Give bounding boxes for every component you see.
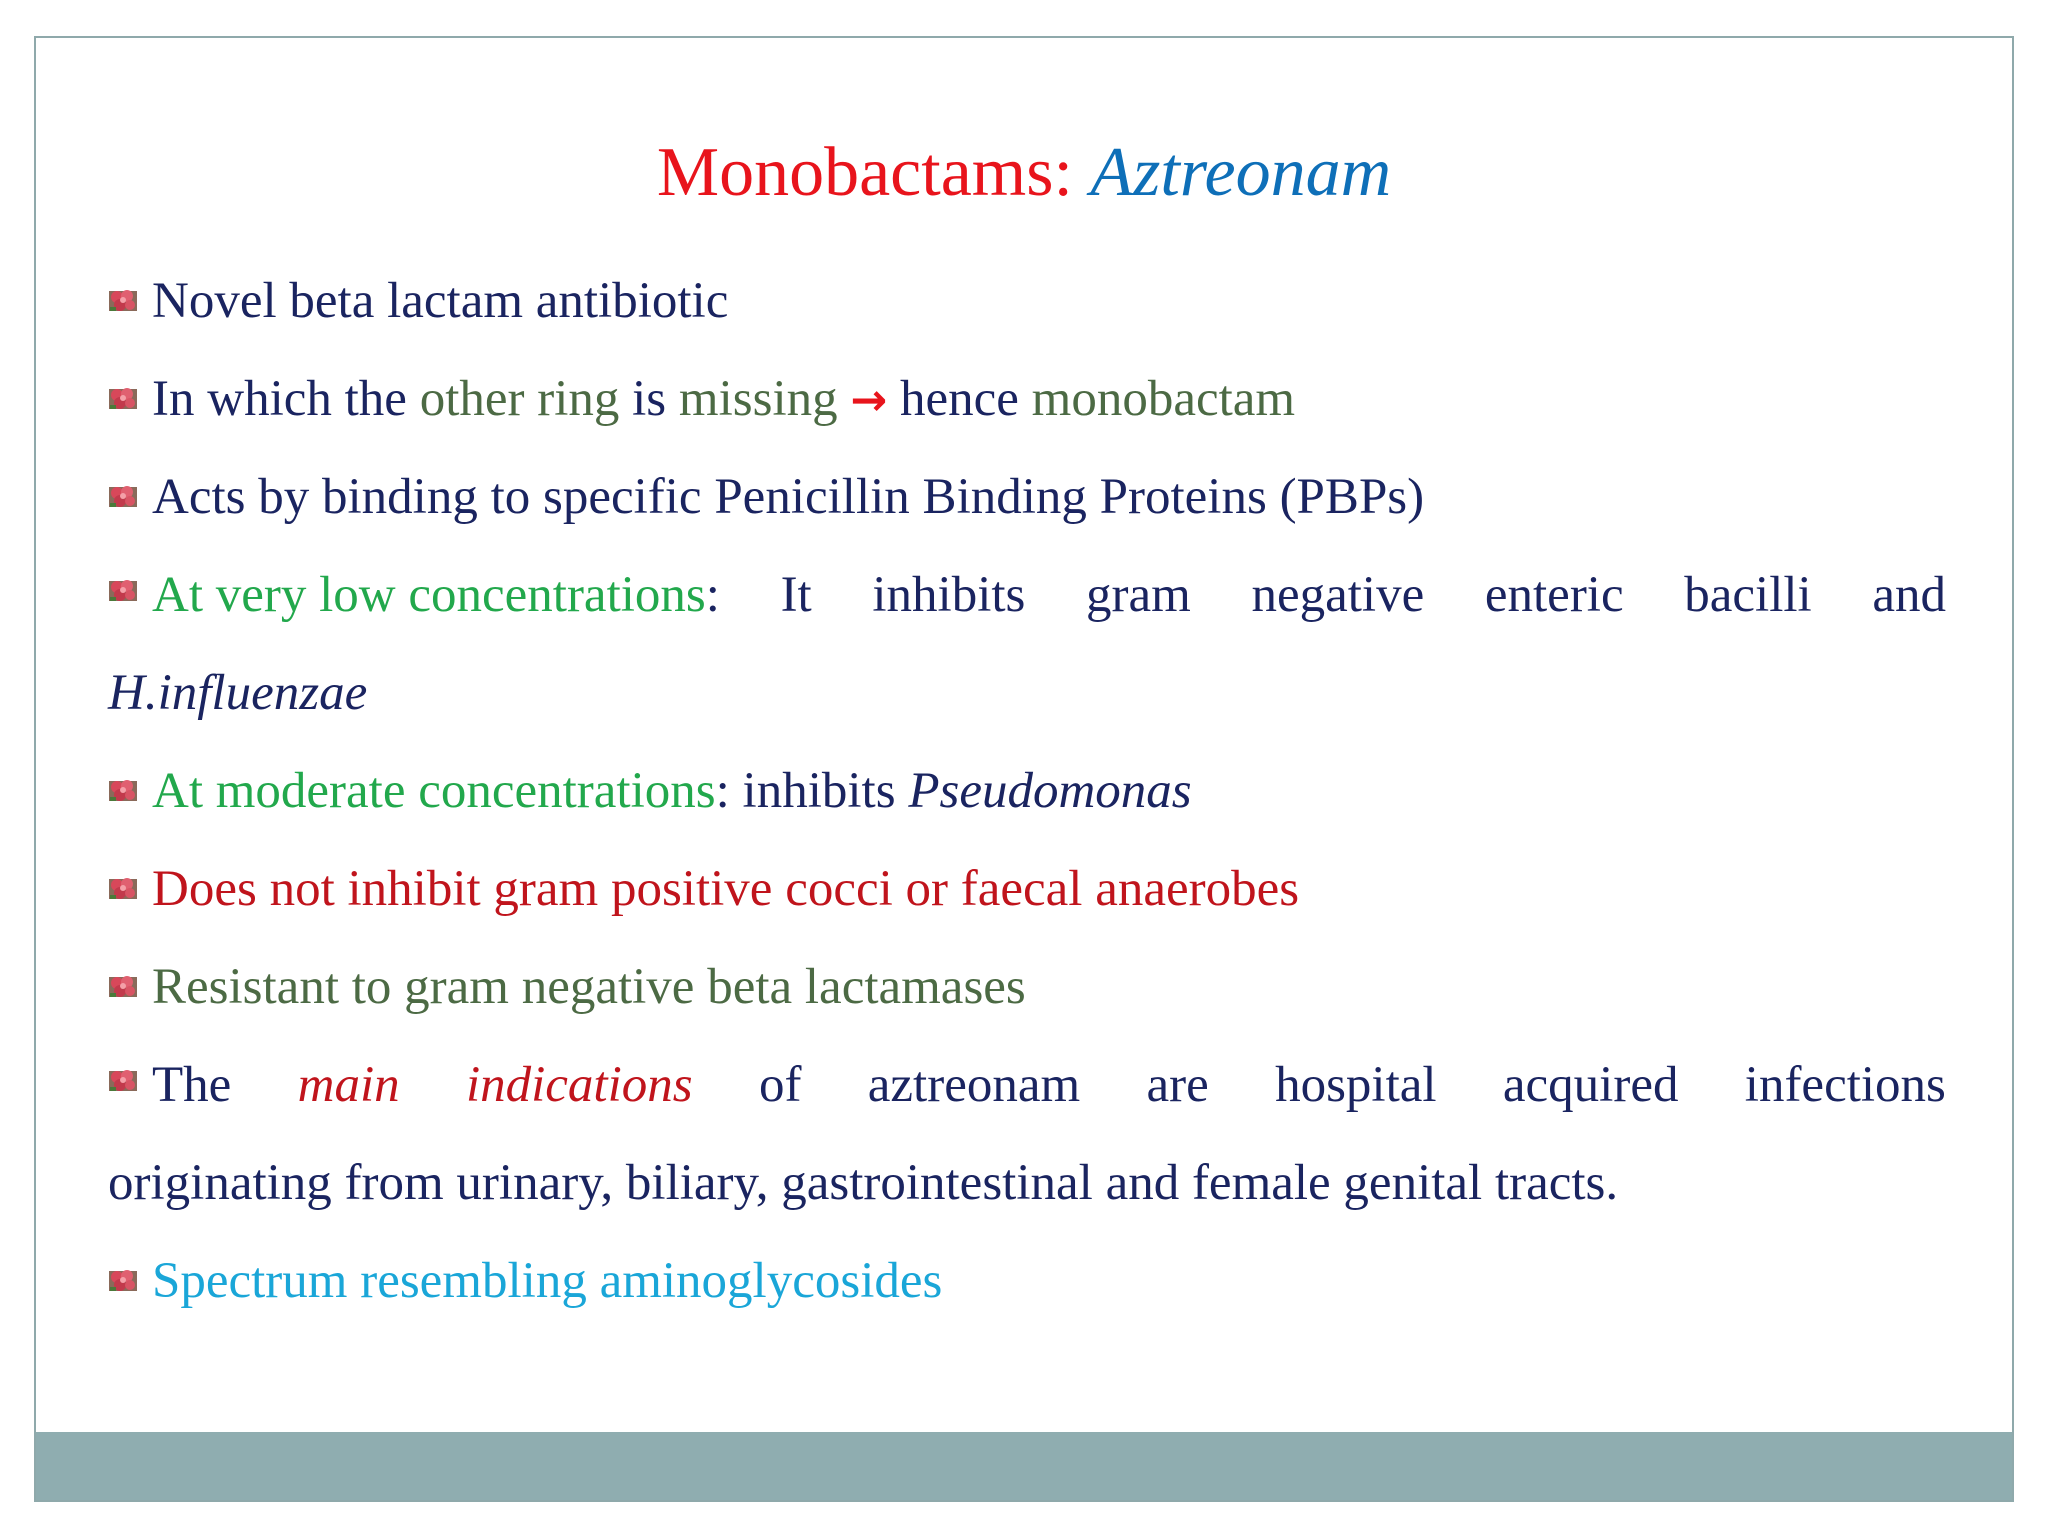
bullet-word: The <box>152 1057 232 1113</box>
slide-title <box>36 128 2012 218</box>
bullet-highlight-monobactam: monobactam <box>1031 371 1296 427</box>
bullet-does-not-inhibit <box>108 854 1946 924</box>
bullet-missing-ring <box>108 364 1946 434</box>
flower-bullet-icon <box>108 578 138 604</box>
bullet-word: enteric <box>1484 567 1624 623</box>
flower-bullet-icon <box>108 288 138 314</box>
bullet-resistant <box>108 952 1946 1022</box>
bullet-lead <box>108 560 720 630</box>
bullet-main-indications <box>108 1050 1946 1120</box>
bullet-text: originating from urinary, biliary, gastrointestinal and female genital tracts. <box>108 1155 1619 1211</box>
bullet-text-part: is <box>632 371 667 427</box>
organism-h-influenzae: H.influenzae <box>108 665 368 721</box>
bullet-word: bacilli <box>1684 567 1812 623</box>
bullet-pbp-binding <box>108 462 1946 532</box>
flower-bullet-icon <box>108 778 138 804</box>
bullet-highlight-main: main <box>297 1057 400 1113</box>
bullet-low-concentrations-continued <box>108 658 1946 728</box>
title-drug-name: Aztreonam <box>1090 134 1392 211</box>
bullet-text-part: : inhibits <box>715 763 909 819</box>
flower-bullet-icon <box>108 386 138 412</box>
bullet-highlight-low-concentrations: At very low concentrations <box>152 567 706 623</box>
flower-bullet-icon <box>108 876 138 902</box>
bullet-word: infections <box>1744 1057 1946 1113</box>
bullet-word: and <box>1872 567 1946 623</box>
bullet-text: Novel beta lactam antibiotic <box>152 273 729 329</box>
bullet-word: acquired <box>1502 1057 1679 1113</box>
flower-bullet-icon <box>108 1068 138 1094</box>
bullet-text: Resistant to gram negative beta lactamases <box>152 959 1026 1015</box>
slide <box>34 36 2014 1502</box>
bullet-highlight-indications: indications <box>465 1057 693 1113</box>
flower-bullet-icon <box>108 484 138 510</box>
bullet-text: Acts by binding to specific Penicillin Binding Proteins (PBPs) <box>152 469 1425 525</box>
bullet-text: Spectrum resembling aminoglycosides <box>152 1253 943 1309</box>
arrow-right-icon: → <box>850 375 888 426</box>
organism-pseudomonas: Pseudomonas <box>908 763 1192 819</box>
bullet-word: : <box>705 567 720 623</box>
bullet-highlight-other-ring: other ring <box>419 371 620 427</box>
bullet-word: aztreonam <box>867 1057 1081 1113</box>
bullet-novel-beta-lactam <box>108 266 1946 336</box>
title-main: Monobactams: <box>656 134 1073 211</box>
bullet-word: inhibits <box>872 567 1026 623</box>
bullet-main-indications-continued <box>108 1148 1946 1218</box>
bullet-word: negative <box>1251 567 1425 623</box>
bullet-moderate-concentrations <box>108 756 1946 826</box>
bullet-highlight-missing: missing <box>678 371 838 427</box>
bullet-text-part: In which the <box>152 371 407 427</box>
bullet-low-concentrations <box>108 560 1946 630</box>
bullet-spectrum <box>108 1246 1946 1316</box>
footer-bar <box>36 1432 2012 1500</box>
bullet-lead <box>108 1050 231 1120</box>
bullet-word: It <box>780 567 812 623</box>
flower-bullet-icon <box>108 974 138 1000</box>
bullet-text-part: hence <box>900 371 1019 427</box>
bullet-text: Does not inhibit gram positive cocci or faecal anaerobes <box>152 861 1300 917</box>
bullet-word: of <box>758 1057 802 1113</box>
flower-bullet-icon <box>108 1268 138 1294</box>
bullet-highlight-moderate-concentrations: At moderate concentrations <box>152 763 716 819</box>
bullet-word: gram <box>1086 567 1191 623</box>
bullet-word: hospital <box>1275 1057 1437 1113</box>
bullet-word: are <box>1146 1057 1209 1113</box>
